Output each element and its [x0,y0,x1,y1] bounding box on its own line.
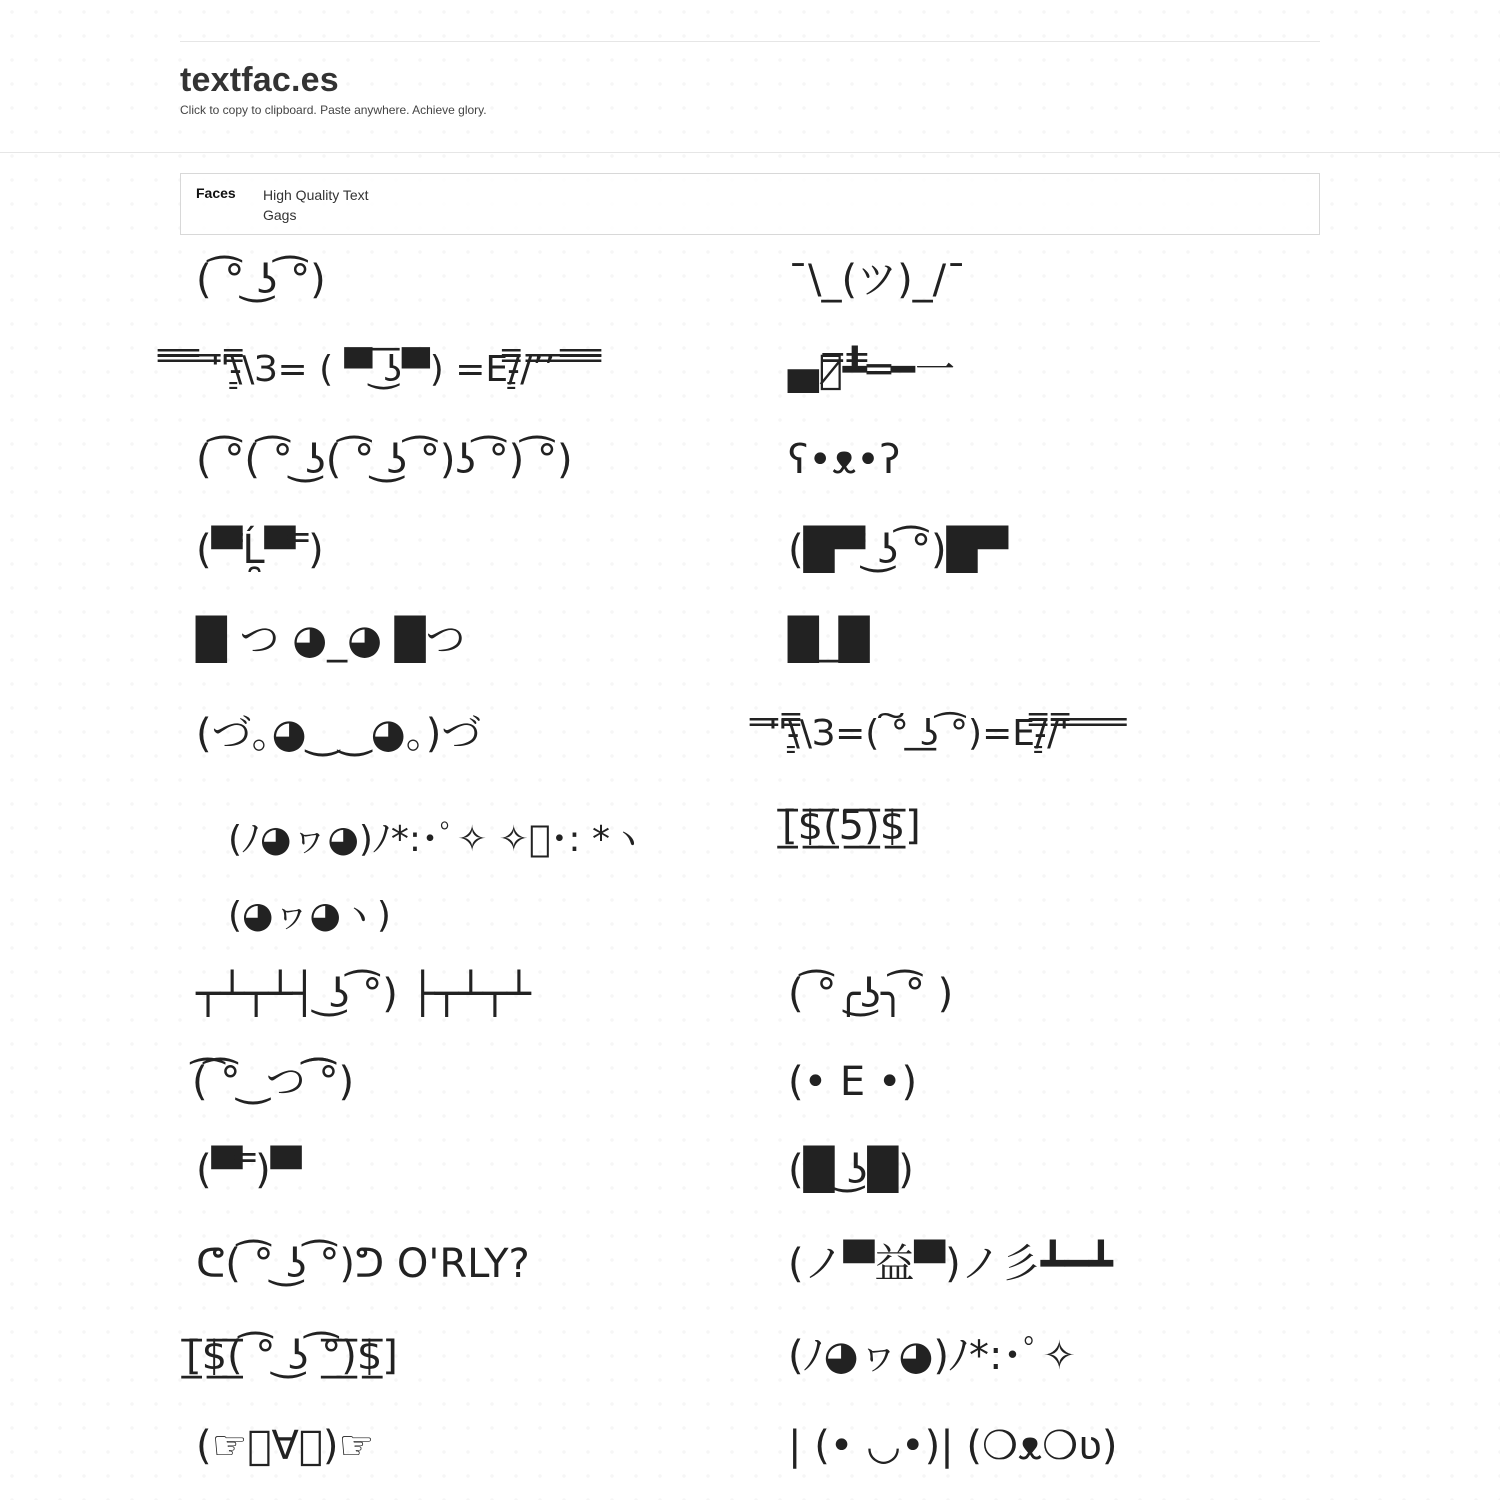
nav-tab-faces[interactable]: Faces [196,185,236,201]
face-wink[interactable]: (͡ ͡° ͜ つ ͡͡°) [192,1059,355,1105]
face-money-lenny[interactable]: [̲̅$̲̅(̲̅ ͡° ͜ʖ ͡°̲̅)̲̅$̲̅] [186,1333,398,1379]
site-title[interactable]: textfac.es [180,61,339,99]
face-glasses-hands[interactable]: █ つ ◕_◕ █つ [196,617,466,663]
face-rifle[interactable]: ▄︻̷̿┻̿═━一 [788,347,956,393]
face-block-glasses[interactable]: █_█ [788,617,870,663]
face-lenny-nested[interactable]: ( ͡°( ͡° ͜ʖ( ͡° ͜ʖ ͡°)ʖ ͡°) ͡°) [196,437,573,483]
site-tagline: Click to copy to clipboard. Paste anywhere. Achieve glory. [180,103,487,117]
face-wall-lenny[interactable]: ┬┴┬┴┤ ͜ʖ ͡°) ├┬┴┬┴ [196,971,531,1017]
site-header [180,58,1320,118]
face-sparkle[interactable]: (ﾉ◕ヮ◕)ﾉ*:･ﾟ✧ [788,1333,1077,1379]
top-divider [180,41,1320,42]
face-sunglasses-deal[interactable]: (▀̿Ĺ̯▀̿ ̿) [196,527,324,573]
face-sparkle-magic[interactable]: (ﾉ◕ヮ◕)ﾉ*:･ﾟ✧ ✧ﾟ･: *ヽ(◕ヮ◕ヽ) [228,819,646,936]
face-table-flip[interactable]: (ノ▀益▀)ノ彡┻━┻ [788,1241,1113,1287]
face-orly[interactable]: ᕦ( ͡° ͜ʖ ͡°)ᕤ O'RLY? [196,1241,530,1287]
face-double-gun-sunglasses[interactable]: ̿̿ ̿̿ ̿̿ ̿'̿'\̵͇̿̿\З= ( ▀ ͜͞ʖ▀) =Ε/̵͇̿̿/’̿’̿ ̿ ̿̿ ̿̿ ̿̿ [176,349,602,390]
face-bear[interactable]: ʕ•ᴥ•ʔ [788,437,901,483]
face-sunglasses-lenny[interactable]: (█▀̿ ͜ʖ ͡°)█▀ [788,527,1009,573]
face-hug[interactable]: (づ｡◕‿‿◕｡)づ [196,711,482,757]
face-lenny[interactable]: ( ͡° ͜ʖ ͡°) [196,257,326,303]
face-point[interactable]: (☞ﾟ∀ﾟ)☞ [196,1423,375,1469]
nav-links [263,185,369,225]
face-money[interactable]: [̲̅$̲̅(̲̅5̲̅)̲̅$̲̅] [782,803,921,849]
face-lenny-mustache[interactable]: ( ͡°╭͜ʖ╮͡° ) [788,971,954,1017]
nav-tab-gags[interactable]: Gags [263,207,297,223]
category-nav [180,173,1320,235]
face-block-mouth[interactable]: (█ ͜ʖ█) [788,1147,914,1193]
face-shrug[interactable]: ¯\_(ツ)_/¯ [788,257,967,303]
header-divider [0,152,1500,153]
face-kiss[interactable]: (• Ε •) [788,1059,918,1105]
face-peek[interactable]: | (• ◡•)| (❍ᴥ❍ʋ) [788,1423,1118,1469]
face-glasses-up[interactable]: (▀̿ ̿)▀ [196,1147,302,1193]
face-double-gun-lenny[interactable]: ̿'̿'\̵͇̿̿\З=( ͠° ͟ʖ ͡°)=Ε/̵͇̿̿/'̿̿ ̿ ̿ ̿ ̿ ̿ [768,713,1127,754]
nav-tab-high-quality-text[interactable]: High Quality Text [263,187,369,203]
